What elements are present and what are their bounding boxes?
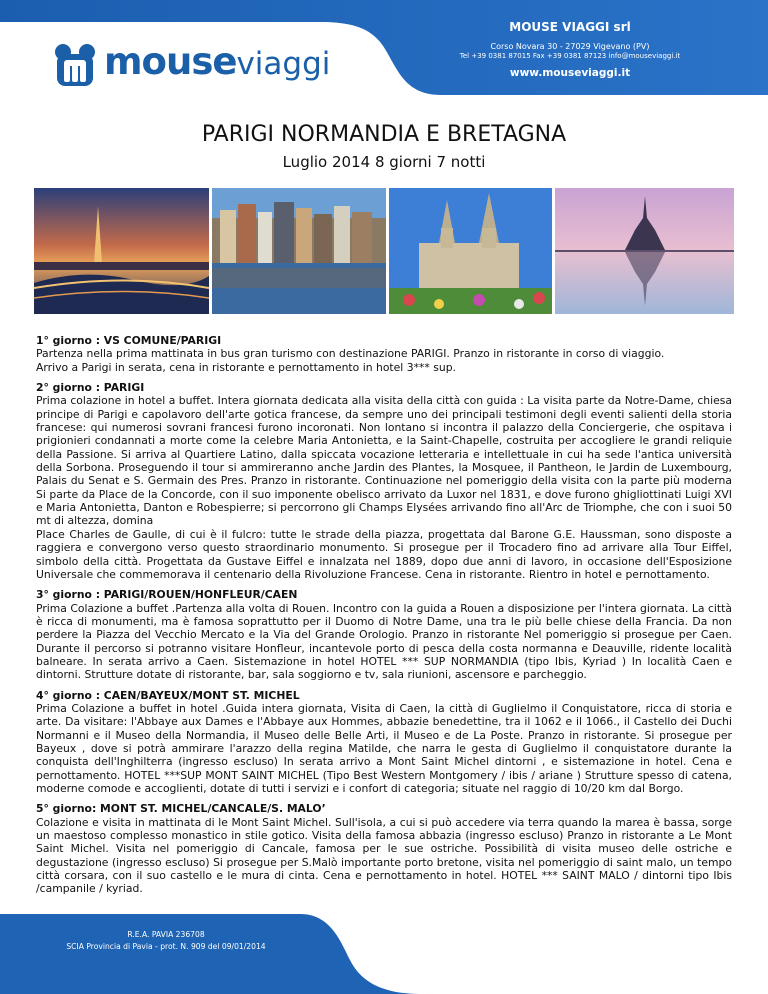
footer-rea: R.E.A. PAVIA 236708	[127, 930, 205, 939]
day-paragraph: Prima Colazione a buffet .Partenza alla volta di Rouen. Incontro con la guida a Rouen a disposizione per l'intera giornata. La città è ricca di monumenti, ma è famosa soprattutto per il Duomo di Notre Dame, una tra le più belle chiese della Francia. Da non perdere la Piazza del Vecchio Mercato e la Via del Grande Orologio. Pranzo in ristorante Nel pomeriggio si prosegue per Caen. Durante il percorso si potranno visitare Honfleur, incantevole porto di pesca della costa normanna e Deauville, ridente località balneare. In serata arrivo a Caen. Sistemazione in hotel HOTEL *** SUP NORMANDIA (tipo Ibis, Kyriad ) In località Caen e dintorni. Strutture dotate di ristorante, bar, sala soggiorno e tv, sala riunioni, ascensore e parcheggio.	[36, 601, 732, 682]
day-title: 3° giorno : PARIGI/ROUEN/HONFLEUR/CAEN	[36, 588, 298, 602]
company-contact: Tel +39 0381 87015 Fax +39 0381 87123 info@mouseviaggi.it	[459, 52, 681, 60]
footer-scia: SCIA Provincia di Pavia - prot. N. 909 del 09/01/2014	[66, 942, 266, 951]
page-title: PARIGI NORMANDIA E BRETAGNA	[201, 122, 567, 147]
day-paragraph: Place Charles de Gaulle, di cui è il fulcro: tutte le strade della piazza, progettata dal Barone G.E. Haussman, sono disposte a raggiera e convergono verso questo straordinario monumento. Si prosegue per il Trocadero fino ad arrivare alla Tour Eiffel, simbolo della città. Progettata da Gustave Eiffel e innalzata nel 1889, dopo due anni di lavoro, in occasione dell'Esposizione Universale che commemorava il centenario della Rivoluzione Francese. Cena in ristorante. Rientro in hotel e pernottamento.	[36, 527, 732, 581]
company-info	[420, 20, 720, 79]
day-section	[36, 381, 732, 581]
day-paragraph: Arrivo a Parigi in serata, cena in ristorante e pernottamento in hotel 3*** sup.	[36, 360, 456, 374]
photo-mont-saint-michel	[555, 188, 734, 314]
logo-word-mouse: mouse	[104, 40, 237, 83]
day-title: 2° giorno : PARIGI	[36, 381, 145, 395]
trip-dates: Luglio 2014 8 giorni 7 notti	[282, 153, 486, 171]
day-section	[36, 588, 732, 681]
day-title: 4° giorno : CAEN/BAYEUX/MONT ST. MICHEL	[36, 688, 300, 702]
company-logo	[52, 40, 352, 92]
photo-caen-abbey	[389, 188, 552, 314]
itinerary	[36, 334, 732, 903]
day-paragraph: Partenza nella prima mattinata in bus gran turismo con destinazione PARIGI. Pranzo in ristorante in corso di viaggio.	[36, 347, 665, 361]
day-title: 5° giorno: MONT ST. MICHEL/CANCALE/S. MALO’	[36, 802, 326, 816]
photo-strip	[34, 188, 734, 314]
photo-honfleur-harbour	[212, 188, 386, 314]
day-paragraph: Colazione e visita in mattinata di le Mont Saint Michel. Sull'isola, a cui si può accedere via terra quando la marea è bassa, sorge un maestoso complesso monastico in stile gotico. Visita della famosa abbazia (ingresso escluso) Pranzo in ristorante a Le Mont Saint Michel. Visita nel pomeriggio di Cancale, famosa per le sue ostriche. Possibilità di visita museo delle ostriche e degustazione (ingresso escluso) Si prosegue per S.Malò importante porto bretone, visita nel pomeriggio di saint malo, un tempo città corsara, con il suo castello e le mura di cinta. Cena e pernottamento in hotel. HOTEL *** SAINT MALO / dintorni tipo Ibis /campanile / kyriad.	[36, 815, 732, 896]
day-paragraph: Prima colazione in hotel a buffet. Intera giornata dedicata alla visita della città con guida : La visita parte da Notre-Dame, chiesa principe di Parigi e capolavoro dell'arte gotica francese, da sempre uno dei principali testimoni degli eventi salienti della storia francese: qui numerosi sovrani francesi furono incoronati. Non lontano si incontra il palazzo della Conciergerie, che ospitava i prigionieri condannati a morte come la celebre Maria Antonietta, e la Saint-Chapelle, costruita per accogliere le grandi reliquie della Passione. Si arriva al Quartiere Latino, dalla spiccata vocazione letteraria e intellettuale in cui ha sede l'antica università della Sorbona. Proseguendo il tour si ammireranno anche Jardin des Plantes, la Mosquee, il Pantheon, le Jardin de Luxembourg, Palais du Senat e S. Germain des Pres. Pranzo in ristorante. Continuazione nel pomeriggio della visita con la parte più moderna Si parte da Place de la Concorde, con il suo imponente obelisco arrivato da Luxor nel 1831, e dove furono ghigliottinati Luigi XVI e Maria Antonietta, Danton e Robespierre; si percorrono gli Champs Elysées arrivando fino all'Arc de Triomphe, che con i suoi 50 mt di altezza, domina	[36, 394, 732, 528]
day-section	[36, 334, 732, 374]
company-name: MOUSE VIAGGI srl	[509, 20, 631, 34]
day-paragraph: Prima Colazione a buffet in hotel .Guida intera giornata, Visita di Caen, la città di Guglielmo il Conquistatore, ricca di storia e arte. Da visitare: l'Abbaye aux Dames e l'Abbaye aux Hommes, abbazie benedettine, tra il 1062 e il 1066., il Castello dei Duchi Normanni e il Museo della Normandia, il Museo delle Belle Arti, il Museo e de La Poste. Pranzo in ristorante. Si prosegue per Bayeux , dove si potrà ammirare l'arazzo della regina Matilde, che narra le gesta di Guglielmo il conquistatore durante la conquista dell'Inghilterra (ingresso escluso) In serata arrivo a Mont Saint Michel dintorni , e sistemazione in hotel. Cena e pernottamento. HOTEL ***SUP MONT SAINT MICHEL (Tipo Best Western Montgomery / ibis / ariane ) Strutture spesso di catena, moderne comode e accoglienti, dotate di tutti i servizi e i confort di categoria; situate nel raggio di 10/20 km dal Borgo.	[36, 701, 732, 795]
company-website[interactable]: www.mouseviaggi.it	[509, 67, 631, 79]
day-section	[36, 689, 732, 796]
company-address: Corso Novara 30 - 27029 Vigevano (PV)	[490, 42, 650, 51]
day-section	[36, 802, 732, 895]
logo-word-viaggi: viaggi	[236, 46, 331, 82]
photo-paris-eiffel-night	[34, 188, 209, 314]
mouse-logo-icon	[52, 42, 98, 88]
day-title: 1° giorno : VS COMUNE/PARIGI	[36, 334, 222, 347]
footer-legal	[36, 929, 296, 953]
